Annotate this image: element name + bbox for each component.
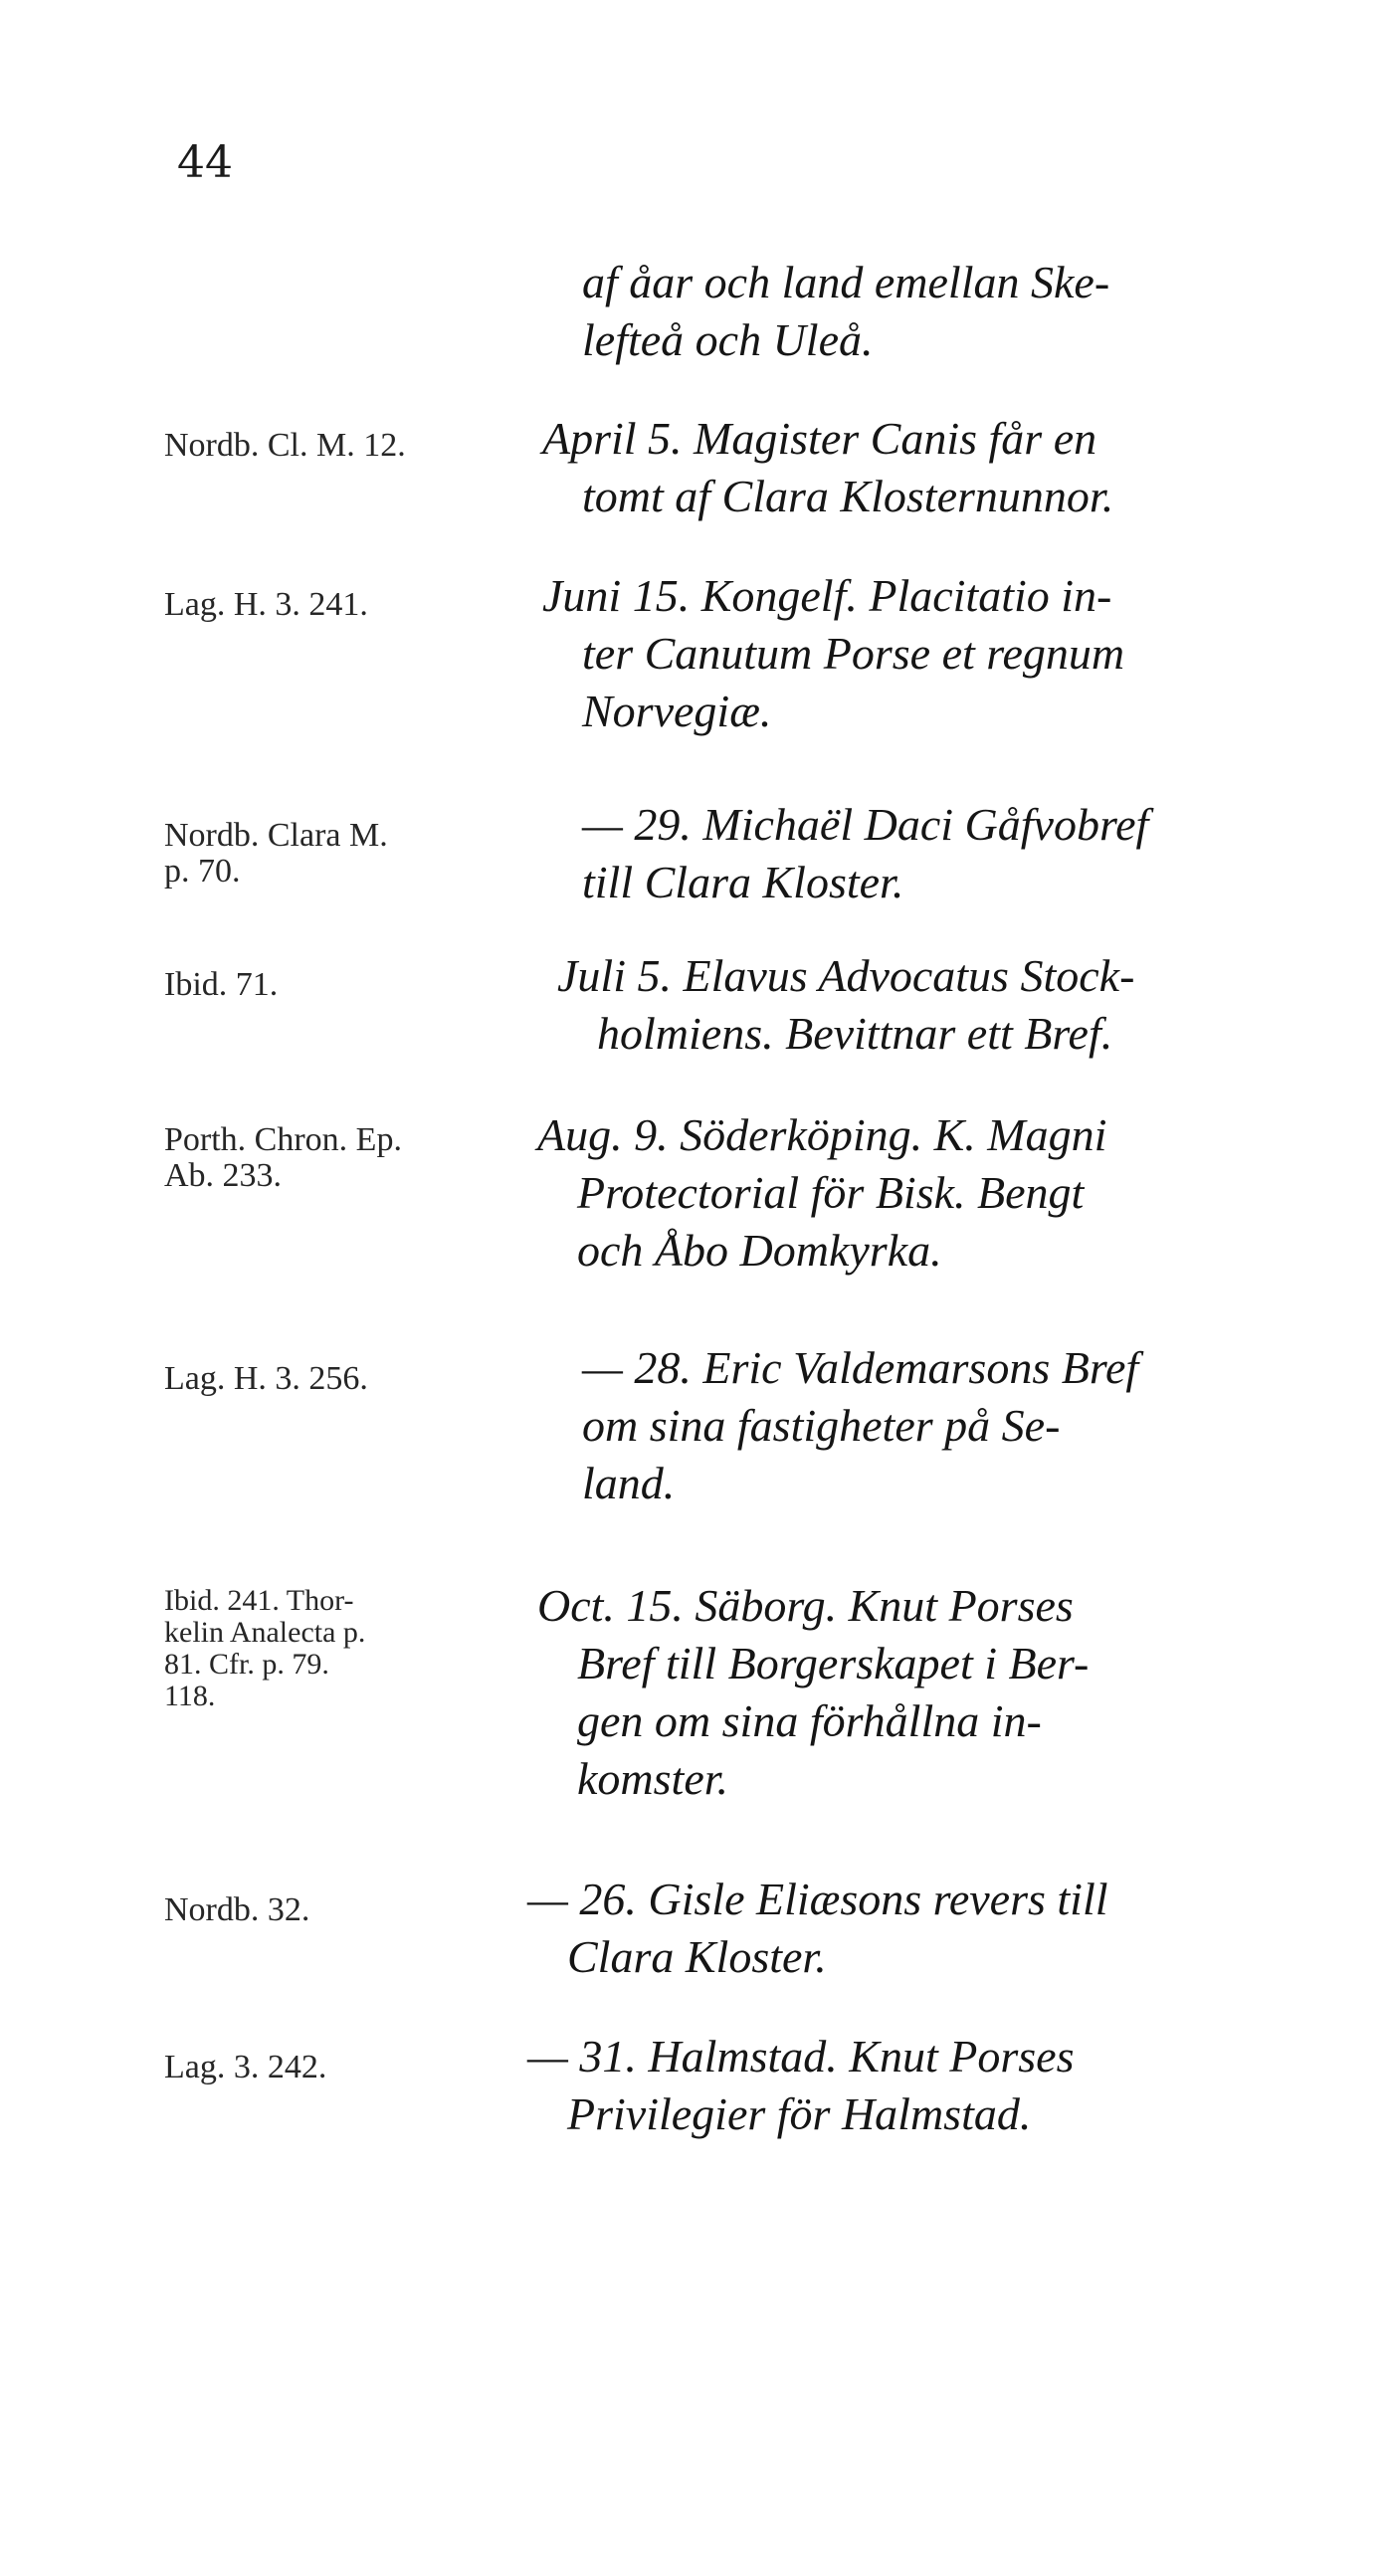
entry-text: [537, 1106, 1274, 1280]
entry-text-line: Oct. 15. Säborg. Knut Porses: [537, 1580, 1074, 1631]
entry-text-line: Juli 5. Elavus Advocatus Stock-: [557, 950, 1135, 1001]
entry-reference: [164, 2050, 542, 2085]
entry-reference-line: Lag. H. 3. 256.: [164, 1360, 368, 1397]
entry-text-line: Norvegiæ.: [582, 686, 772, 736]
entry-text-line: Aug. 9. Söderköping. K. Magni: [537, 1109, 1107, 1160]
entry-text-line: komster.: [577, 1753, 729, 1804]
entry-text-line: tomt af Clara Klosternunnor.: [582, 471, 1114, 521]
entry-text: [527, 1871, 1264, 1986]
entry-reference-line: 81. Cfr. p. 79.: [164, 1648, 329, 1681]
entry-text-line: lefteå och Uleå.: [582, 314, 874, 365]
entry-reference-line: Lag. H. 3. 241.: [164, 586, 368, 623]
entry-text-line: — 31. Halmstad. Knut Porses: [527, 2031, 1075, 2081]
entry-reference: [164, 818, 542, 890]
entry-reference-line: Ab. 233.: [164, 1157, 283, 1194]
entry-reference-line: Ibid. 241. Thor-: [164, 1584, 354, 1617]
entry-reference-line: Nordb. Cl. M. 12.: [164, 427, 406, 464]
entry-text: [582, 254, 1318, 369]
entry-text-line: om sina fastigheter på Se-: [582, 1400, 1061, 1451]
entry-text: [542, 796, 1279, 911]
entry-text: [542, 410, 1279, 525]
entry-reference-line: Lag. 3. 242.: [164, 2049, 327, 2085]
entry-text: [527, 2028, 1264, 2143]
page-number: 44: [177, 137, 233, 188]
entry-text-line: Privilegier för Halmstad.: [567, 2088, 1032, 2139]
entry-text-line: till Clara Kloster.: [582, 857, 904, 907]
entry-text-line: — 26. Gisle Eliæsons revers till: [527, 1874, 1108, 1924]
entry-text: [557, 947, 1294, 1063]
entry-reference-line: p. 70.: [164, 853, 241, 890]
entry-text-line: gen om sina förhållna in-: [577, 1695, 1042, 1746]
entry-text-line: — 29. Michaël Daci Gåfvobref: [582, 799, 1149, 850]
entry-text: [537, 1577, 1274, 1808]
entry-reference: [164, 428, 542, 464]
entry-reference: [164, 1122, 542, 1194]
entry-reference-line: Porth. Chron. Ep.: [164, 1121, 402, 1158]
entry-reference-line: Ibid. 71.: [164, 966, 279, 1003]
entry-reference-line: kelin Analecta p.: [164, 1616, 366, 1649]
entry-text-line: holmiens. Bevittnar ett Bref.: [597, 1008, 1113, 1059]
entry-text: [542, 567, 1279, 740]
entry-reference: [164, 1585, 542, 1712]
entry-text-line: Juni 15. Kongelf. Placitatio in-: [542, 570, 1112, 621]
entry-text-line: af åar och land emellan Ske-: [582, 257, 1110, 307]
entry-reference-line: 118.: [164, 1680, 216, 1712]
entry-text-line: och Åbo Domkyrka.: [577, 1225, 942, 1276]
entry-text-line: Protectorial för Bisk. Bengt: [577, 1167, 1085, 1218]
entry-reference: [164, 1892, 542, 1928]
entry-text-line: land.: [582, 1458, 676, 1508]
entry-reference-line: Nordb. Clara M.: [164, 817, 388, 854]
entry-text-line: — 28. Eric Valdemarsons Bref: [582, 1342, 1139, 1393]
entry-reference-line: Nordb. 32.: [164, 1891, 310, 1928]
entry-text-line: ter Canutum Porse et regnum: [582, 628, 1125, 679]
entry-text: [542, 1339, 1279, 1512]
entry-reference: [164, 587, 542, 623]
entry-text-line: Clara Kloster.: [567, 1931, 827, 1982]
entry-text-line: Bref till Borgerskapet i Ber-: [577, 1638, 1090, 1688]
entry-reference: [164, 1361, 542, 1397]
entry-text-line: April 5. Magister Canis får en: [542, 413, 1097, 464]
entry-reference: [164, 967, 542, 1003]
